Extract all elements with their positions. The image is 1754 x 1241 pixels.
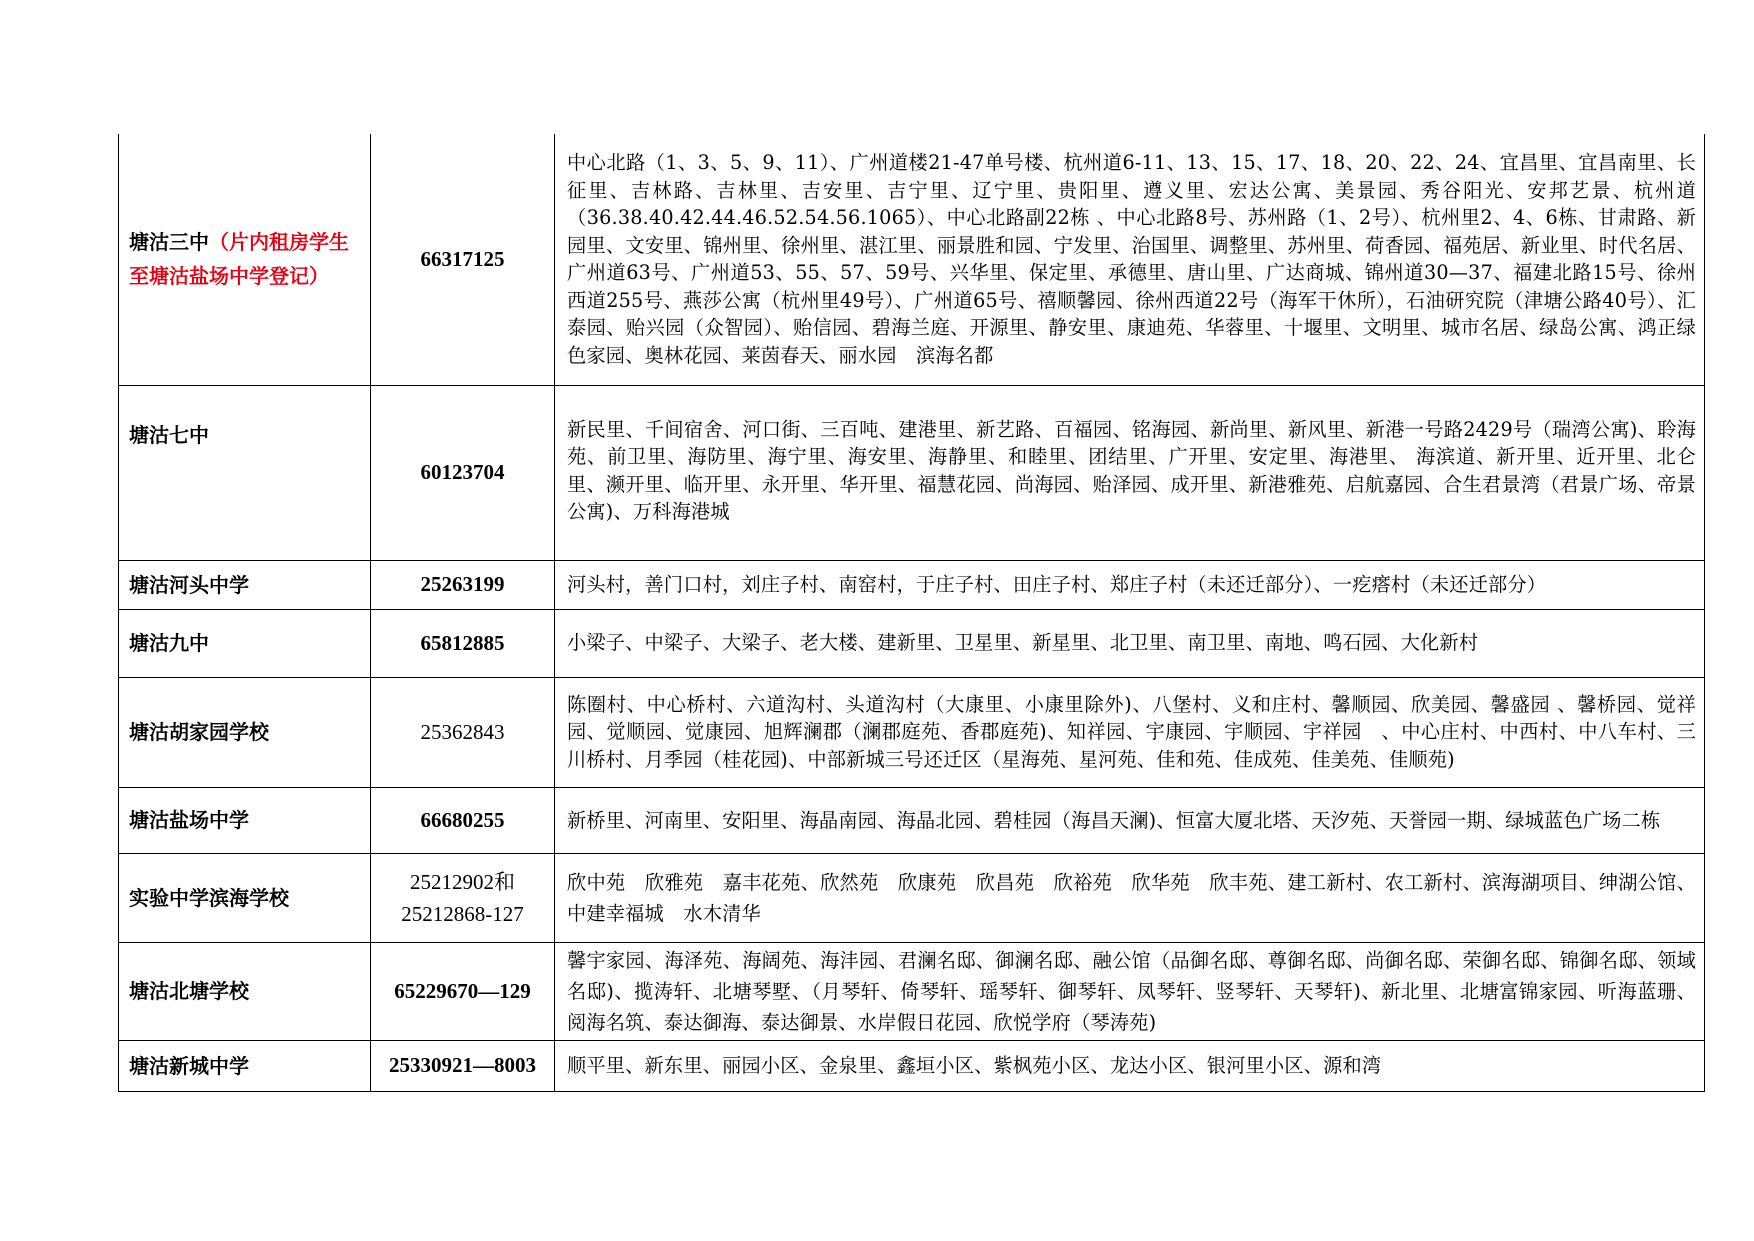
school-name-cell <box>119 385 371 560</box>
area-cell: 新民里、千间宿舍、河口街、三百吨、建港里、新艺路、百福园、铭海园、新尚里、新风里、新港一号路2429号（瑞湾公寓)、聆海苑、前卫里、海防里、海宁里、海安里、海静里、和睦里、团结里、广开里、安定里、海港里、 海滨道、新开里、近开里、北仑里、濒开里、临开里、永开里、华开里、福慧花园、尚海园、贻泽园、成开里、新港雅苑、启航嘉园、合生君景湾（君景广场、帝景公寓)、万科海港城 <box>555 385 1705 560</box>
table-row <box>119 560 1705 609</box>
school-district-table <box>118 134 1705 1092</box>
school-name-cell <box>119 787 371 853</box>
school-name: 塘沽河头中学 <box>129 572 249 597</box>
phone-cell: 25330921—8003 <box>371 1040 555 1091</box>
area-cell: 河头村，善门口村，刘庄子村、南窑村，于庄子村、田庄子村、郑庄子村（未还迁部分）、一疙瘩村（未还迁部分） <box>555 560 1705 609</box>
school-name: 塘沽三中 <box>129 230 209 255</box>
school-name-cell <box>119 942 371 1040</box>
phone-cell: 66680255 <box>371 787 555 853</box>
school-note: （片内租房学生至塘沽盐场中学登记） <box>129 230 349 289</box>
table-row <box>119 942 1705 1040</box>
area-cell: 中心北路（1、3、5、9、11）、广州道楼21-47单号楼、杭州道6-11、13、15、17、18、20、22、24、宜昌里、宜昌南里、长征里、吉林路、吉林里、吉安里、吉宁里、辽宁里、贵阳里、遵义里、宏达公寓、美景园、秀谷阳光、安邦艺景、杭州道（36.38.40.42.44.46.52.54.56.1065）、中心北路副22栋 、中心北路8号、苏州路（1、2号）、杭州里2、4、6栋、甘肃路、新园里、文安里、锦州里、徐州里、湛江里、丽景胜和园、宁发里、治国里、调整里、苏州里、荷香园、福苑居、新业里、时代名居、广州道63号、广州道53、55、57、59号、兴华里、保定里、承德里、唐山里、广达商城、锦州道30—37、福建北路15号、徐州西道255号、燕莎公寓（杭州里49号）、广州道65号、禧顺馨园、徐州西道22号（海军干休所），石油研究院（津塘公路40号）、汇泰园、贻兴园（众智园）、贻信园、碧海兰庭、开源里、静安里、康迪苑、华蓉里、十堰里、文明里、城市名居、绿岛公寓、鸿正绿色家园、奥林花园、莱茵春天、丽水园 滨海名都 <box>555 134 1705 385</box>
school-name: 塘沽七中 <box>129 422 209 447</box>
school-name: 塘沽胡家园学校 <box>129 720 269 744</box>
school-name-cell <box>119 134 371 385</box>
phone-cell: 60123704 <box>371 385 555 560</box>
area-cell: 顺平里、新东里、丽园小区、金泉里、鑫垣小区、紫枫苑小区、龙达小区、银河里小区、源和湾 <box>555 1040 1705 1091</box>
phone-cell: 65812885 <box>371 609 555 677</box>
table-row <box>119 853 1705 942</box>
school-name-cell <box>119 560 371 609</box>
school-name: 塘沽九中 <box>129 631 209 655</box>
area-cell: 陈圈村、中心桥村、六道沟村、头道沟村（大康里、小康里除外)、八堡村、义和庄村、馨顺园、欣美园、馨盛园 、馨桥园、觉祥园、觉顺园、觉康园、旭辉澜郡（澜郡庭苑、香郡庭苑)、知祥园、宇康园、宇顺园、宇祥园 、中心庄村、中西村、中八车村、三川桥村、月季园（桂花园)、中部新城三号还迁区（星海苑、星河苑、佳和苑、佳成苑、佳美苑、佳顺苑) <box>555 677 1705 787</box>
table-row <box>119 677 1705 787</box>
area-cell: 欣中苑 欣雅苑 嘉丰花苑、欣然苑 欣康苑 欣昌苑 欣裕苑 欣华苑 欣丰苑、建工新村、农工新村、滨海湖项目、绅湖公馆、中建幸福城 水木清华 <box>555 853 1705 942</box>
school-name: 塘沽北塘学校 <box>129 979 249 1003</box>
school-name-cell <box>119 853 371 942</box>
table-row <box>119 134 1705 385</box>
phone-cell: 65229670—129 <box>371 942 555 1040</box>
area-cell: 馨宇家园、海泽苑、海阔苑、海沣园、君澜名邸、御澜名邸、融公馆（品御名邸、尊御名邸、尚御名邸、荣御名邸、锦御名邸、领域名邸)、揽涛轩、北塘琴墅、（月琴轩、倚琴轩、瑶琴轩、御琴轩、凤琴轩、竖琴轩、天琴轩)、新北里、北塘富锦家园、听海蓝珊、阅海名筑、泰达御海、泰达御景、水岸假日花园、欣悦学府（琴涛苑) <box>555 942 1705 1040</box>
table-row <box>119 385 1705 560</box>
school-name-cell <box>119 609 371 677</box>
table-row <box>119 787 1705 853</box>
table-row <box>119 1040 1705 1091</box>
phone-cell: 25362843 <box>371 677 555 787</box>
phone-cell: 25263199 <box>371 560 555 609</box>
phone-cell: 25212902和25212868-127 <box>371 853 555 942</box>
area-cell: 小梁子、中梁子、大梁子、老大楼、建新里、卫星里、新星里、北卫里、南卫里、南地、鸣石园、大化新村 <box>555 609 1705 677</box>
school-name: 实验中学滨海学校 <box>129 885 289 910</box>
phone-cell: 66317125 <box>371 134 555 385</box>
table-row <box>119 609 1705 677</box>
school-name-cell <box>119 677 371 787</box>
school-name-cell <box>119 1040 371 1091</box>
area-cell: 新桥里、河南里、安阳里、海晶南园、海晶北园、碧桂园（海昌天澜)、恒富大厦北塔、天汐苑、天誉园一期、绿城蓝色广场二栋 <box>555 787 1705 853</box>
school-name: 塘沽新城中学 <box>129 1053 249 1078</box>
school-name: 塘沽盐场中学 <box>129 808 249 832</box>
